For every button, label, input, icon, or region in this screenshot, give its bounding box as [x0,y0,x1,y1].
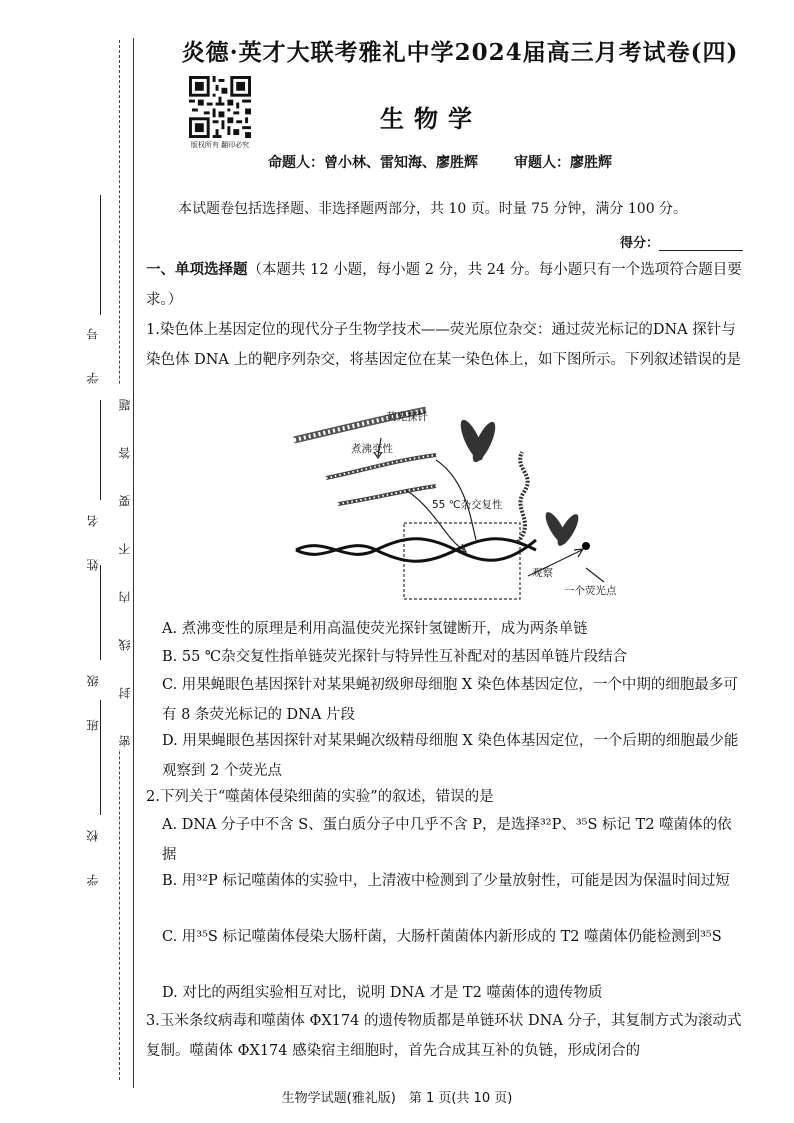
label-observe: 观察 [532,567,553,579]
q3-stem: 3.玉米条纹病毒和噬菌体 ΦX174 的遗传物质都是单链环状 DNA 分子，其复制方式为滚动式复制。噬菌体 ΦX174 感染宿主细胞时，首先合成其互补的负链，形成闭合的 [146,1013,742,1059]
student-id-line [100,195,101,315]
margin-border-line [133,38,134,1088]
seal-warning-text: 密 封 线 内 不 要 答 题 [118,387,132,747]
fish-diagram [286,400,630,606]
section-description: （本题共 12 小题，每小题 2 分，共 24 分。每小题只有一个选项符合题目要求。） [146,262,742,308]
q1-option-d[interactable]: D. 用果蝇眼色基因探针对某果蝇次级精母细胞 X 染色体基因定位，一个后期的细胞最少能观察到 2 个荧光点 [162,733,739,779]
student-name-label: 姓 名 [86,505,100,571]
school-label: 学 校 [86,820,100,886]
qr-caption: 版权所有 翻印必究 [190,141,250,149]
qr-code-icon [189,76,251,138]
exam-title: 炎德·英才大联考雅礼中学2024届高三月考试卷(四) [181,39,739,66]
q2-option-b[interactable]: B. 用³²P 标记噬菌体的实验中，上清液中检测到了少量放射性，可能是因为保温时间过短 [162,873,730,889]
label-renature: 55 ℃杂交复性 [432,499,503,511]
section-heading [146,255,746,315]
q2-option-a[interactable]: A. DNA 分子中不含 S、蛋白质分子中几乎不含 P，是选择³²P、³⁵S 标记 T2 噬菌体的依据 [162,817,732,863]
q1-option-a[interactable]: A. 煮沸变性的原理是利用高温使荧光探针氢键断开，成为两条单链 [162,621,588,637]
q2-option-d[interactable]: D. 对比的两组实验相互对比，说明 DNA 才是 T2 噬菌体的遗传物质 [162,985,603,1001]
label-denature: 煮沸变性 [351,443,393,455]
authors-text: 命题人：曾小林、雷知海、廖胜辉 [268,155,478,171]
q2-option-c[interactable]: C. 用³⁵S 标记噬菌体侵染大肠杆菌，大肠杆菌菌体内新形成的 T2 噬菌体仍能检测到³⁵S [162,929,722,945]
school-line [100,700,101,815]
label-spot: 一个荧光点 [564,585,617,597]
binding-margin [0,0,140,1123]
student-name-line [100,400,101,500]
student-id-label: 学 号 [86,318,100,384]
score-blank[interactable] [659,238,743,251]
exam-intro: 本试题卷包括选择题、非选择题两部分，共 10 页。时量 75 分钟，满分 100 分。 [178,201,688,217]
page-footer: 生物学试题(雅礼版) 第 1 页(共 10 页) [281,1091,513,1106]
subject-title: 生物学 [380,104,482,133]
score-box [620,232,743,251]
class-label: 班 级 [86,665,100,731]
q1-option-c[interactable]: C. 用果蝇眼色基因探针对某果蝇初级卵母细胞 X 染色体基因定位，一个中期的细胞最多可有 8 条荧光标记的 DNA 片段 [162,677,738,723]
class-line [100,565,101,660]
q1-stem: 1.染色体上基因定位的现代分子生物学技术——荧光原位杂交：通过荧光标记的DNA 探针与染色体 DNA 上的靶序列杂交，将基因定位在某一染色体上，如下图所示。下列叙述错误的是 [146,322,741,368]
section-title: 一、单项选择题 [146,262,248,278]
author-line [268,152,612,172]
label-probe: 荧光探针 [386,411,428,423]
q2-stem: 2.下列关于“噬菌体侵染细菌的实验”的叙述，错误的是 [146,789,494,805]
q1-option-b[interactable]: B. 55 ℃杂交复性指单链荧光探针与特异性互补配对的基因单链片段结合 [162,649,628,665]
reviewer-text: 审题人：廖胜辉 [514,155,612,171]
score-label: 得分： [620,236,660,251]
